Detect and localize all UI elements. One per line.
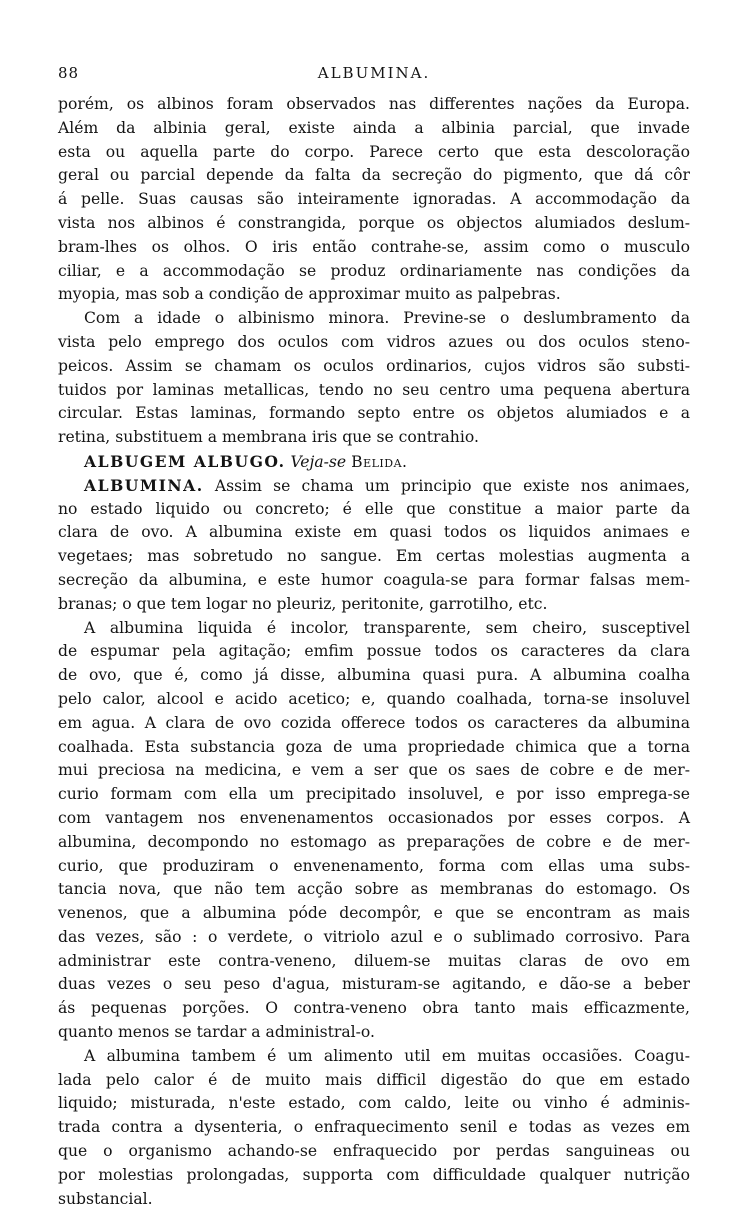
line-text: clara de ovo. A albumina existe em quasi todos os liquidos animaes e xyxy=(58,523,690,542)
running-title: ALBUMINA. xyxy=(317,64,431,82)
line-text: secreção da albumina, e este humor coagula-se para formar falsas mem- xyxy=(58,570,690,589)
text-line xyxy=(58,617,690,641)
text-line xyxy=(58,1092,690,1116)
text-line xyxy=(58,141,690,165)
line-text: duas vezes o seu peso d'agua, misturam-se agitando, e dão-se a beber xyxy=(58,975,690,994)
line-text: coalhada. Esta substancia goza de uma propriedade chimica que a torna xyxy=(58,737,690,756)
text-line xyxy=(58,1021,690,1045)
text-line xyxy=(58,973,690,997)
line-text: de ovo, que é, como já disse, albumina quasi pura. A albumina coalha xyxy=(58,666,690,685)
line-text: ciliar, e a accommodação se produz ordinariamente nas condições da xyxy=(58,261,690,280)
line-text: em agua. A clara de ovo cozida offerece todos os caracteres da albumina xyxy=(58,713,690,732)
text-line xyxy=(58,1116,690,1140)
line-text: circular. Estas laminas, formando septo entre os objetos alumiados e a xyxy=(58,404,690,423)
line-text: vista pelo emprego dos oculos com vidros azues ou dos oculos steno- xyxy=(58,332,690,351)
line-text: curio formam com ella um precipitado insoluvel, e por isso emprega-se xyxy=(58,785,690,804)
line-text: que o organismo achando-se enfraquecido por perdas sanguineas ou xyxy=(58,1142,690,1161)
text-line xyxy=(58,783,690,807)
line-text: curio, que produziram o envenenamento, forma com ellas uma subs- xyxy=(58,856,690,875)
line-text: substancial. xyxy=(58,1189,153,1208)
line-text: trada contra a dysenteria, o enfraquecimento senil e todas as vezes em xyxy=(58,1118,690,1137)
text-line xyxy=(58,569,690,593)
line-text: tuidos por laminas metallicas, tendo no seu centro uma pequena abertura xyxy=(58,380,690,399)
text-line xyxy=(58,736,690,760)
text-line xyxy=(58,164,690,188)
text-line xyxy=(58,521,690,545)
line-text: liquido; misturada, n'este estado, com caldo, leite ou vinho é adminis- xyxy=(58,1094,690,1113)
text-line xyxy=(58,878,690,902)
text-line xyxy=(58,260,690,284)
line-text: por molestias prolongadas, supporta com difficuldade qualquer nutrição xyxy=(58,1165,690,1184)
text-line xyxy=(58,331,690,355)
entry-headword: ALBUGEM ALBUGO. xyxy=(84,451,286,471)
page-number: 88 xyxy=(58,64,80,82)
text-line xyxy=(58,640,690,664)
line-text: de espumar pela agitação; emfim possue todos os caracteres da clara xyxy=(58,642,690,661)
text-line xyxy=(58,664,690,688)
line-text: lada pelo calor é de muito mais difficil digestão do que em estado xyxy=(58,1070,690,1089)
line-text: administrar este contra-veneno, diluem-se muitas claras de ovo em xyxy=(58,951,690,970)
line-text: quanto menos se tardar a administral-o. xyxy=(58,1023,375,1042)
line-text: á pelle. Suas causas são inteiramente ignoradas. A accommodação da xyxy=(58,190,690,209)
text-line xyxy=(58,1140,690,1164)
text-line xyxy=(58,402,690,426)
text-line xyxy=(58,545,690,569)
text-line xyxy=(58,831,690,855)
text-line xyxy=(58,212,690,236)
text-line xyxy=(58,307,690,331)
text-line xyxy=(58,236,690,260)
text-line xyxy=(58,593,690,617)
line-text: no estado liquido ou concreto; é elle que constitue a maior parte da xyxy=(58,499,690,518)
text-line xyxy=(58,902,690,926)
line-text: Com a idade o albinismo minora. Previne-se o deslumbramento da xyxy=(84,309,690,328)
cross-reference-label: Veja-se xyxy=(290,452,347,471)
line-text: das vezes, são : o verdete, o vitriolo azul e o sublimado corrosivo. Para xyxy=(58,927,690,946)
text-line xyxy=(58,93,690,117)
line-text: vegetaes; mas sobretudo no sangue. Em certas molestias augmenta a xyxy=(58,547,690,566)
text-line xyxy=(58,1069,690,1093)
text-line xyxy=(58,188,690,212)
line-text: Além da albinia geral, existe ainda a albinia parcial, que invade xyxy=(58,118,690,137)
line-text: peicos. Assim se chamam os oculos ordinarios, cujos vidros são substi- xyxy=(58,356,690,375)
text-line xyxy=(58,855,690,879)
line-text: Assim se chama um principio que existe nos animaes, xyxy=(214,476,691,495)
text-line xyxy=(58,117,690,141)
text-line xyxy=(58,926,690,950)
text-line xyxy=(58,688,690,712)
line-text: A albumina liquida é incolor, transparente, sem cheiro, susceptivel xyxy=(84,618,690,637)
text-line xyxy=(58,474,690,498)
text-line xyxy=(58,950,690,974)
line-text: tancia nova, que não tem acção sobre as membranas do estomago. Os xyxy=(58,880,690,899)
text-line xyxy=(58,379,690,403)
line-text: geral ou parcial depende da falta da secreção do pigmento, que dá côr xyxy=(58,166,690,185)
text-line xyxy=(58,450,690,474)
line-text: myopia, mas sob a condição de approximar muito as palpebras. xyxy=(58,285,561,304)
text-line xyxy=(58,759,690,783)
line-text: albumina, decompondo no estomago as preparações de cobre e de mer- xyxy=(58,832,690,851)
line-text: retina, substituem a membrana iris que se contrahio. xyxy=(58,428,479,447)
text-line xyxy=(58,997,690,1021)
text-line xyxy=(58,355,690,379)
text-line xyxy=(58,283,690,307)
text-line xyxy=(58,1188,690,1211)
entry-headword: ALBUMINA. xyxy=(84,475,204,495)
body-text xyxy=(58,93,690,1211)
line-text: porém, os albinos foram observados nas differentes nações da Europa. xyxy=(58,95,690,113)
text-line xyxy=(58,712,690,736)
line-text: venenos, que a albumina póde decompôr, e que se encontram as mais xyxy=(58,904,690,923)
text-line xyxy=(58,807,690,831)
line-text: vista nos albinos é constrangida, porque os objectos alumiados deslum- xyxy=(58,213,690,232)
line-text: A albumina tambem é um alimento util em muitas occasiões. Coagu- xyxy=(84,1046,690,1065)
line-text: ás pequenas porções. O contra-veneno obra tanto mais efficazmente, xyxy=(58,999,690,1018)
line-text: branas; o que tem logar no pleuriz, peritonite, garrotilho, etc. xyxy=(58,594,548,613)
line-text: pelo calor, alcool e acido acetico; e, quando coalhada, torna-se insoluvel xyxy=(58,689,690,708)
line-text: bram-lhes os olhos. O iris então contrahe-se, assim como o musculo xyxy=(58,237,690,256)
line-text: com vantagem nos envenenamentos occasionados por esses corpos. A xyxy=(58,808,690,827)
text-line xyxy=(58,498,690,522)
line-text: esta ou aquella parte do corpo. Parece certo que esta descoloração xyxy=(58,142,690,161)
text-line xyxy=(58,1045,690,1069)
line-text: mui preciosa na medicina, e vem a ser que os saes de cobre e de mer- xyxy=(58,761,690,780)
running-header xyxy=(58,64,690,86)
text-line xyxy=(58,426,690,450)
cross-reference-target: Belida. xyxy=(351,452,408,471)
text-line xyxy=(58,1164,690,1188)
